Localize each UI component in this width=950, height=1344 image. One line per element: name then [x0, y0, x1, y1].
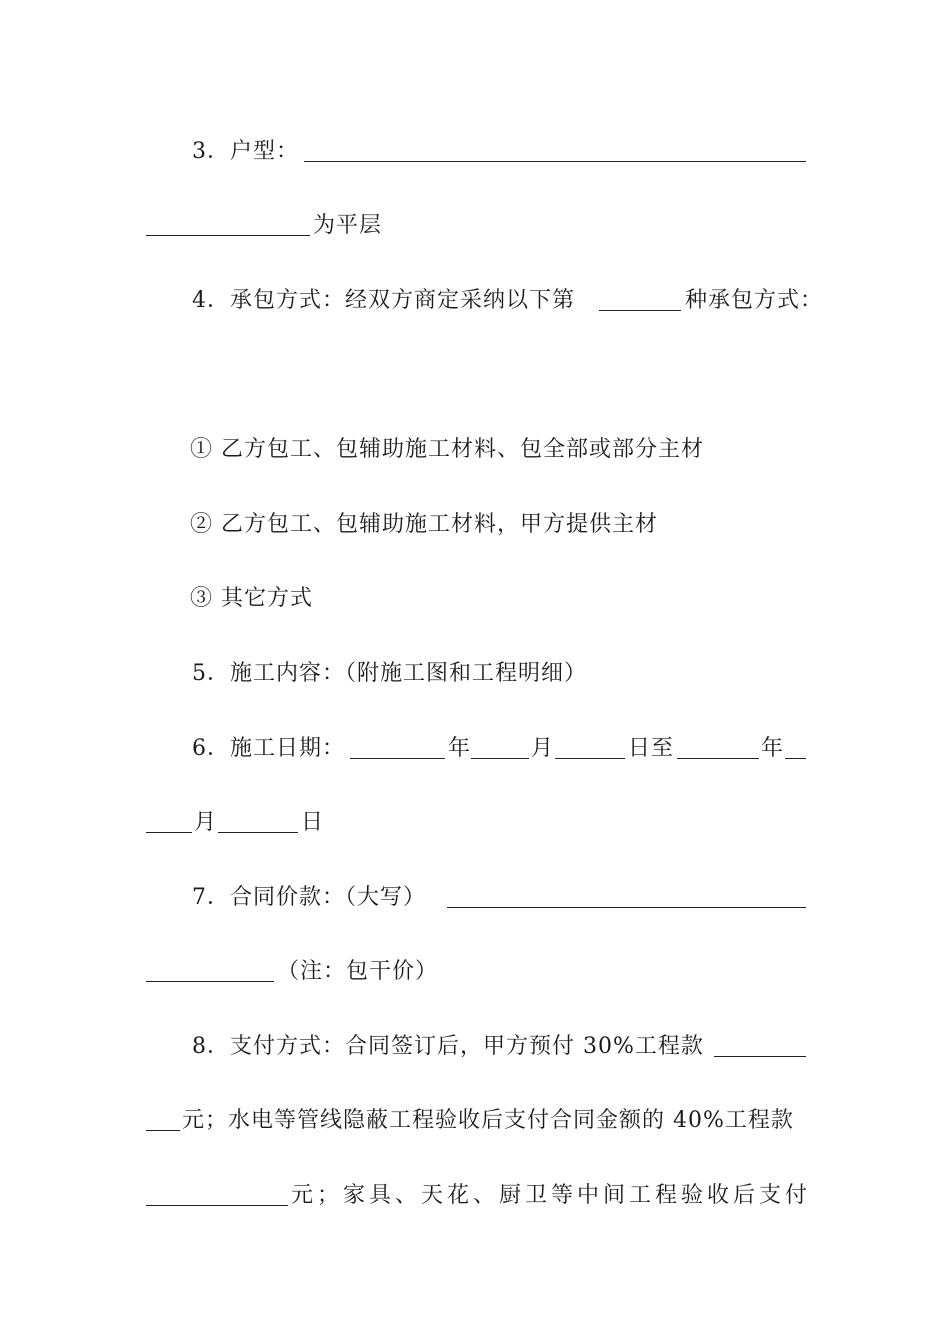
item-4-contract-method: [0, 281, 950, 321]
flat-floor-text: 为平层: [313, 213, 383, 238]
item-3-continued: [0, 206, 950, 246]
month-label-1: 月: [531, 736, 555, 761]
blank-end-day[interactable]: [218, 832, 298, 833]
blank-method-number[interactable]: [599, 310, 681, 311]
year-label-2: 年: [761, 736, 785, 761]
option-2-text: ② 乙方包工、包辅助施工材料，甲方提供主材: [190, 512, 658, 537]
item-3-floor-plan: [0, 132, 950, 172]
option-3-text: ③ 其它方式: [190, 586, 313, 611]
blank-start-year[interactable]: [350, 758, 445, 759]
payment-stage-2-text: 元；水电等管线隐蔽工程验收后支付合同金额的 40%工程款: [182, 1108, 794, 1133]
item-6-continued: [0, 803, 950, 843]
blank-price-uppercase[interactable]: [447, 907, 806, 908]
item-3-label: 3．户型：: [192, 139, 299, 164]
year-label-1: 年: [448, 736, 472, 761]
blank-floor-plan-cont[interactable]: [146, 235, 310, 236]
blank-prepay-amount-cont[interactable]: [146, 1130, 180, 1131]
option-2: [0, 505, 950, 545]
blank-start-day[interactable]: [555, 758, 625, 759]
item-7-continued: [0, 952, 950, 992]
blank-floor-plan[interactable]: [304, 161, 806, 162]
blank-end-month-a[interactable]: [785, 758, 806, 759]
blank-prepay-amount[interactable]: [714, 1056, 806, 1057]
blank-end-year[interactable]: [677, 758, 759, 759]
item-5-work-content: [0, 654, 950, 694]
item-8-payment-method: [0, 1027, 950, 1067]
item-6-label: 6．施工日期：: [192, 736, 345, 761]
option-1: [0, 430, 950, 470]
option-3: [0, 579, 950, 619]
blank-start-month[interactable]: [471, 758, 529, 759]
item-7-label: 7．合同价款：（大写）: [192, 885, 426, 910]
item-5-text: 5．施工内容：（附施工图和工程明细）: [192, 661, 587, 686]
item-4-label: 4．承包方式：经双方商定采纳以下第: [192, 288, 575, 313]
day-label-2: 日: [301, 810, 325, 835]
blank-stage-2-amount[interactable]: [146, 1205, 288, 1206]
payment-stage-3-text: 元；家具、天花、厨卫等中间工程验收后支付: [291, 1183, 812, 1208]
blank-price-cont[interactable]: [146, 981, 274, 982]
item-8-continued-2: [0, 1176, 950, 1216]
day-to-label: 日至: [628, 736, 675, 761]
item-4-suffix: 种承包方式：: [685, 288, 824, 313]
price-note: （注：包干价）: [277, 959, 439, 984]
item-8-continued-1: [0, 1101, 950, 1141]
item-7-contract-price: [0, 878, 950, 918]
item-6-work-dates: [0, 729, 950, 769]
item-8-label: 8．支付方式：合同签订后，甲方预付 30%工程款: [192, 1034, 704, 1059]
option-1-text: ① 乙方包工、包辅助施工材料、包全部或部分主材: [190, 437, 704, 462]
month-label-2: 月: [194, 810, 218, 835]
blank-end-month-b[interactable]: [146, 832, 192, 833]
